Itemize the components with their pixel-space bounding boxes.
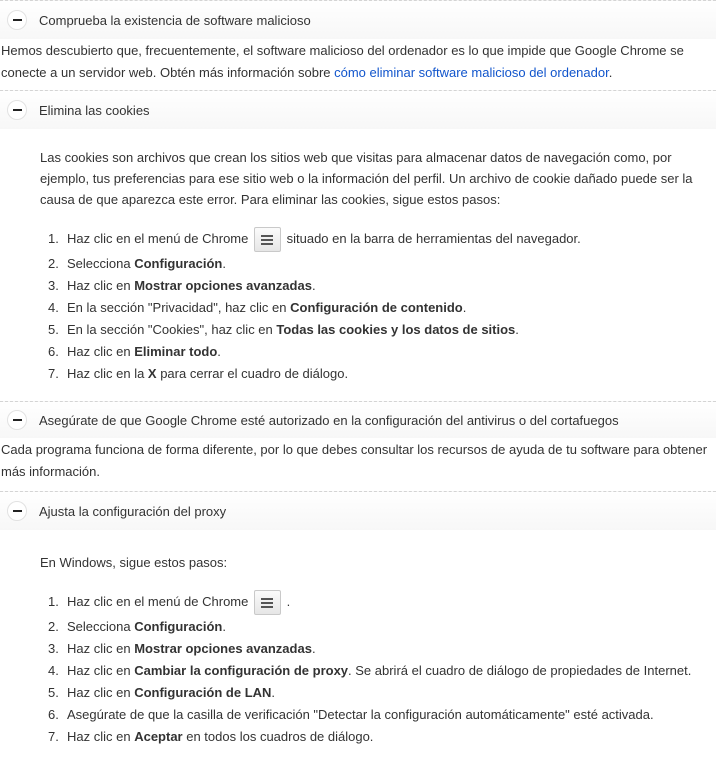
section-header-cookies[interactable]	[0, 90, 716, 129]
list-item: 6. Asegúrate de que la casilla de verificación "Detectar la configuración automáticamente" esté activada.	[48, 707, 654, 722]
body-text-end: .	[608, 65, 613, 80]
cookies-intro: Las cookies son archivos que crean los sitios web que visitas para almacenar datos de navegación como, por ejemplo, tus preferencias para ese sitio web o la información del perfil. Un archivo de cookie dañado puede ser la causa de que aparezca este error. Para eliminar las cookies, sigue estos pasos:	[40, 150, 693, 207]
list-item: 2. Selecciona Configuración.	[48, 256, 226, 271]
section-header-proxy[interactable]	[0, 491, 716, 530]
section-header-malware[interactable]	[0, 0, 716, 39]
list-item: 5. Haz clic en Configuración de LAN.	[48, 685, 276, 700]
section-title: Asegúrate de que Google Chrome esté autorizado en la configuración del antivirus o del cortafuegos	[39, 412, 619, 428]
section-title: Comprueba la existencia de software malicioso	[39, 12, 311, 28]
list-item: 1. Haz clic en el menú de Chrome situado en la barra de herramientas del navegador.	[67, 225, 716, 253]
list-item: 5. En la sección "Cookies", haz clic en Todas las cookies y los datos de sitios.	[48, 322, 519, 337]
collapse-icon[interactable]	[7, 410, 27, 430]
collapse-icon[interactable]	[7, 501, 27, 521]
chrome-menu-icon	[254, 227, 281, 252]
list-item: 4. En la sección "Privacidad", haz clic en Configuración de contenido.	[48, 300, 467, 315]
list-item: 1. Haz clic en el menú de Chrome .	[67, 588, 716, 616]
proxy-steps	[40, 588, 716, 748]
chrome-menu-icon	[254, 590, 281, 615]
section-header-antivirus[interactable]	[0, 401, 716, 438]
list-item: 6. Haz clic en Eliminar todo.	[48, 344, 221, 359]
section-body-antivirus: Cada programa funciona de forma diferente, por lo que debes consultar los recursos de ayuda de tu software para obtener más información.	[1, 442, 708, 479]
section-body-proxy	[0, 530, 716, 748]
section-title: Elimina las cookies	[39, 102, 150, 118]
collapse-icon[interactable]	[7, 10, 27, 30]
list-item: 3. Haz clic en Mostrar opciones avanzadas.	[48, 278, 316, 293]
section-body-malware	[0, 39, 716, 90]
section-title: Ajusta la configuración del proxy	[39, 503, 227, 519]
list-item: 7. Haz clic en la X para cerrar el cuadro de diálogo.	[48, 366, 349, 381]
list-item: 7. Haz clic en Aceptar en todos los cuadros de diálogo.	[48, 729, 374, 744]
cookies-steps	[40, 225, 716, 385]
proxy-intro: En Windows, sigue estos pasos:	[40, 555, 228, 570]
body-text: Hemos descubierto que, frecuentemente, el software malicioso del ordenador es lo que impide que Google Chrome se conecte a un servidor web. Obtén más información sobre	[1, 43, 684, 80]
list-item: 3. Haz clic en Mostrar opciones avanzadas.	[48, 641, 316, 656]
list-item: 4. Haz clic en Cambiar la configuración de proxy. Se abrirá el cuadro de diálogo de propiedades de Internet.	[48, 663, 692, 678]
malware-help-link[interactable]: cómo eliminar software malicioso del ordenador	[334, 65, 609, 80]
collapse-icon[interactable]	[7, 100, 27, 120]
list-item: 2. Selecciona Configuración.	[48, 619, 226, 634]
section-body-cookies	[0, 129, 716, 401]
